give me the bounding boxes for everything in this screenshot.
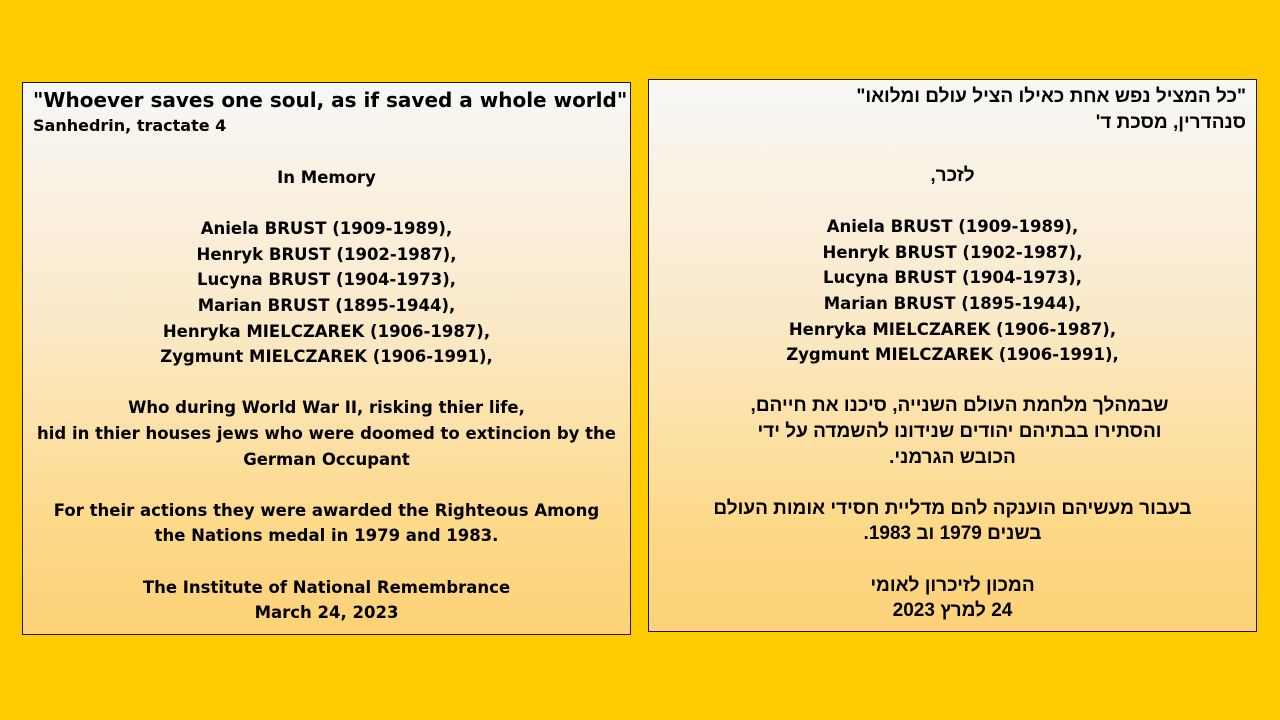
english-name-line: Zygmunt MIELCZAREK (1906-1991), [160, 347, 493, 367]
english-quote-source: Sanhedrin, tractate 4 [33, 116, 227, 135]
hebrew-deed-line: והסתירו בבתיהם יהודים שנידונו להשמדה על ידי [757, 420, 1162, 442]
hebrew-name-line: Marian BRUST (1895-1944), [823, 293, 1082, 313]
hebrew-deed-line: שבמהלך מלחמת העולם השנייה, סיכנו את חייהם, [750, 395, 1169, 417]
english-institution: The Institute of National Remembrance [142, 577, 511, 597]
hebrew-memorial-panel [648, 79, 1257, 632]
english-award-line: the Nations medal in 1979 and 1983. [154, 526, 499, 546]
spacer [649, 470, 1256, 496]
hebrew-deed-line: הכובש הגרמני. [889, 446, 1016, 468]
hebrew-name-line: Zygmunt MIELCZAREK (1906-1991), [786, 345, 1119, 365]
spacer [23, 549, 630, 575]
hebrew-quote: "כל המציל נפש אחת כאילו הציל עולם ומלואו" [856, 86, 1246, 107]
english-name-line: Marian BRUST (1895-1944), [197, 295, 456, 315]
spacer [23, 370, 630, 396]
english-memorial-panel [22, 82, 631, 635]
hebrew-date: 24 למרץ 2023 [892, 600, 1013, 622]
english-name-line: Lucyna BRUST (1904-1973), [196, 270, 457, 290]
english-quote: "Whoever saves one soul, as if saved a whole world" [33, 88, 628, 112]
english-memory-heading: In Memory [277, 168, 376, 187]
english-deed-line: Who during World War II, risking thier life, [128, 398, 525, 418]
english-deed-line: hid in thier houses jews who were doomed to extincion by the [36, 423, 616, 443]
spacer [23, 472, 630, 498]
spacer [23, 191, 630, 217]
english-name-line: Henryka MIELCZAREK (1906-1987), [162, 321, 491, 341]
english-name-line: Henryk BRUST (1902-1987), [196, 244, 457, 264]
hebrew-award-line: בעבור מעשיהם הוענקה להם מדליית חסידי אומות העולם [713, 497, 1192, 519]
spacer [649, 189, 1256, 215]
hebrew-quote-source: סנהדרין, מסכת ד' [1095, 112, 1246, 133]
hebrew-memorial-body [649, 163, 1256, 624]
english-memorial-body [23, 165, 630, 626]
english-name-line: Aniela BRUST (1909-1989), [200, 219, 453, 239]
hebrew-name-line: Henryka MIELCZAREK (1906-1987), [788, 319, 1117, 339]
hebrew-award-line: בשנים 1979 וב 1983. [863, 523, 1042, 545]
english-date: March 24, 2023 [254, 603, 399, 623]
hebrew-memory-heading: לזכר, [930, 165, 975, 186]
hebrew-name-line: Aniela BRUST (1909-1989), [826, 217, 1079, 237]
english-deed-line: German Occupant [243, 449, 410, 469]
hebrew-name-line: Henryk BRUST (1902-1987), [822, 242, 1083, 262]
hebrew-name-line: Lucyna BRUST (1904-1973), [822, 268, 1083, 288]
spacer [649, 547, 1256, 573]
spacer [649, 368, 1256, 394]
english-award-line: For their actions they were awarded the Righteous Among [53, 500, 600, 520]
hebrew-institution: המכון לזיכרון לאומי [870, 574, 1035, 596]
